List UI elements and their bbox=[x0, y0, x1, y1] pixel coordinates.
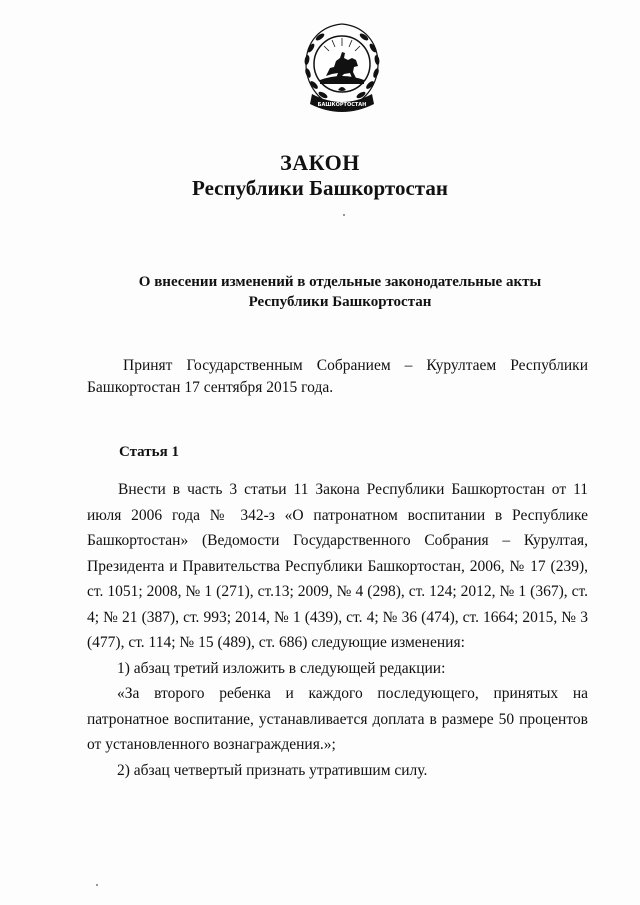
paragraph-item-1: 1) абзац третий изложить в следующей редакции: bbox=[117, 659, 446, 677]
heading-line-1: О внесении изменений в отдельные законодательные акты bbox=[138, 274, 542, 290]
law-subtitle: Республики Башкортостан bbox=[192, 176, 448, 200]
paragraph-item-2: 2) абзац четвертый признать утратившим силу. bbox=[117, 761, 428, 779]
coat-of-arms-icon bbox=[298, 20, 386, 118]
adoption-note: Принят Государственным Собранием – Курултаем Республики Башкортостан 17 сентября 2015 года. bbox=[87, 357, 588, 396]
scan-speck bbox=[343, 214, 345, 216]
emblem-ribbon-text: БАШКОРТОСТАН bbox=[317, 102, 367, 108]
paragraph-quoted-text: «За второго ребенка и каждого последующего, принятых на патронатное воспитание, устанавливается доплата в размере 50 процентов от установленного вознаграждения.»; bbox=[87, 685, 588, 753]
heading-line-2: Республики Башкортостан bbox=[248, 294, 432, 310]
article-title: Статья 1 bbox=[119, 444, 179, 460]
law-title: ЗАКОН bbox=[280, 150, 360, 175]
law-heading bbox=[0, 272, 640, 312]
article-body bbox=[87, 477, 588, 783]
scan-speck bbox=[96, 884, 98, 886]
paragraph-main-amendment: Внести в часть 3 статьи 11 Закона Республики Башкортостан от 11 июля 2006 года № 342-з «О патронатном воспитании в Республике Башкортостан» (Ведомости Государственного Собрания – Курултая, Президента и Правительства Республики Башкортостан, 2006, № 17 (239), ст. 1051; 2008, № 1 (271), ст.13; 2009, № 4 (298), ст. 124; 2012, № 1 (367), ст. 4; № 21 (387), ст. 993; 2014, № 1 (439), ст. 4; № 36 (474), ст. 1664; 2015, № 3 (477), ст. 114; № 15 (489), ст. 686) следующие изменения: bbox=[87, 481, 588, 651]
